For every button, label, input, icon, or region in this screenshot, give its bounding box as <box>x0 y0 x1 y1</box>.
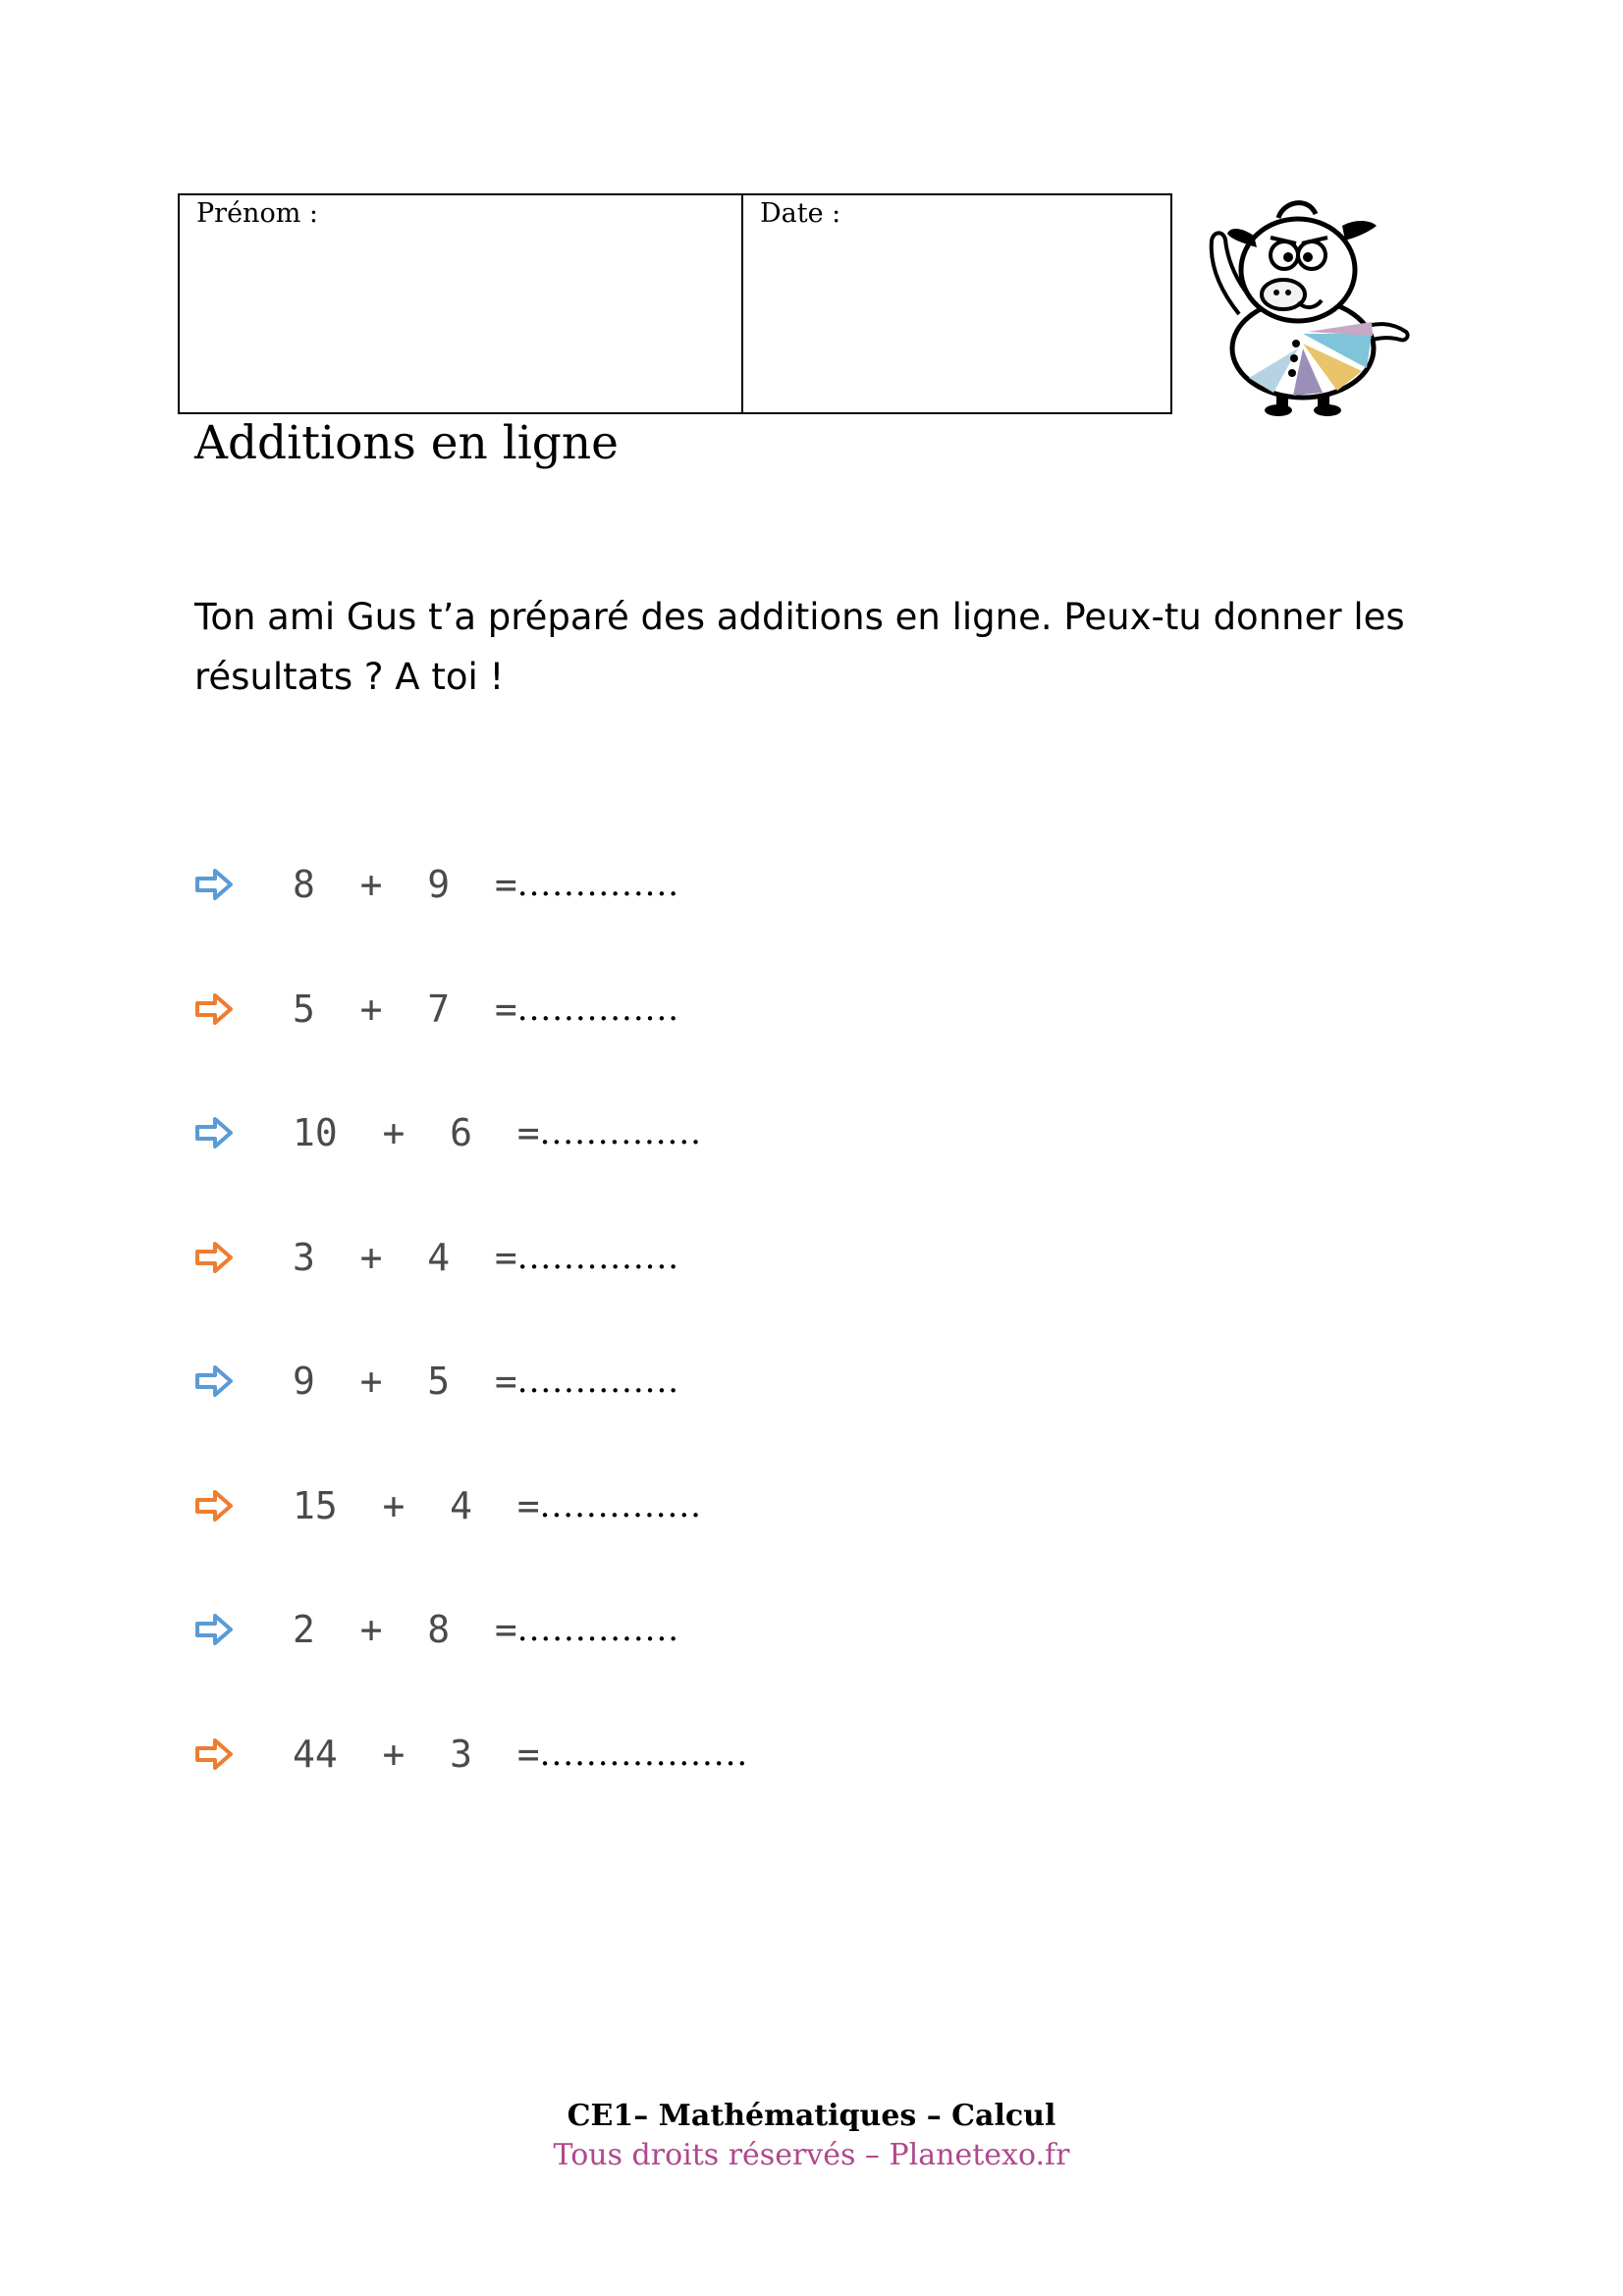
name-date-table <box>178 193 1172 414</box>
answer-blank[interactable]: .............. <box>516 1610 680 1649</box>
right-arrow-icon <box>194 992 234 1026</box>
exercise-row <box>194 855 679 914</box>
right-arrow-icon <box>194 1364 234 1398</box>
right-arrow-icon <box>194 1241 234 1274</box>
exercise-row <box>194 1352 679 1411</box>
answer-blank[interactable]: .............. <box>516 1238 680 1277</box>
page-title: Additions en ligne <box>194 416 619 470</box>
sheep-mascot-icon <box>1200 196 1411 417</box>
answer-blank[interactable]: .................. <box>539 1735 749 1774</box>
exercise-expression: 8 + 9 = <box>293 863 517 906</box>
exercise-row <box>194 1600 679 1659</box>
right-arrow-icon <box>194 1116 234 1149</box>
answer-blank[interactable]: .............. <box>516 1362 680 1401</box>
answer-blank[interactable]: .............. <box>516 865 680 904</box>
date-label: Date : <box>760 198 841 229</box>
right-arrow-icon <box>194 1489 234 1522</box>
exercise-row <box>194 1725 748 1784</box>
exercise-expression: 9 + 5 = <box>293 1360 517 1403</box>
exercise-expression: 2 + 8 = <box>293 1608 517 1651</box>
exercise-row <box>194 980 679 1039</box>
exercise-expression: 10 + 6 = <box>293 1111 540 1154</box>
exercise-row <box>194 1103 702 1162</box>
right-arrow-icon <box>194 1737 234 1771</box>
answer-blank[interactable]: .............. <box>539 1113 702 1152</box>
exercise-row <box>194 1476 702 1535</box>
exercise-expression: 15 + 4 = <box>293 1484 540 1527</box>
name-cell[interactable] <box>180 195 743 412</box>
exercise-expression: 5 + 7 = <box>293 988 517 1031</box>
answer-blank[interactable]: .............. <box>539 1486 702 1525</box>
name-label: Prénom : <box>196 198 318 229</box>
footer-course: CE1– Mathématiques – Calcul <box>567 2099 1056 2133</box>
instructions-text: Ton ami Gus t’a préparé des additions en ligne. Peux-tu donner les résultats ? A toi ! <box>194 596 1405 698</box>
answer-blank[interactable]: .............. <box>516 989 680 1029</box>
exercise-expression: 44 + 3 = <box>293 1733 540 1776</box>
right-arrow-icon <box>194 868 234 901</box>
exercise-row <box>194 1228 679 1287</box>
exercise-expression: 3 + 4 = <box>293 1236 517 1279</box>
right-arrow-icon <box>194 1613 234 1646</box>
date-cell[interactable] <box>743 195 1170 412</box>
footer-copyright: Tous droits réservés – Planetexo.fr <box>553 2138 1070 2172</box>
